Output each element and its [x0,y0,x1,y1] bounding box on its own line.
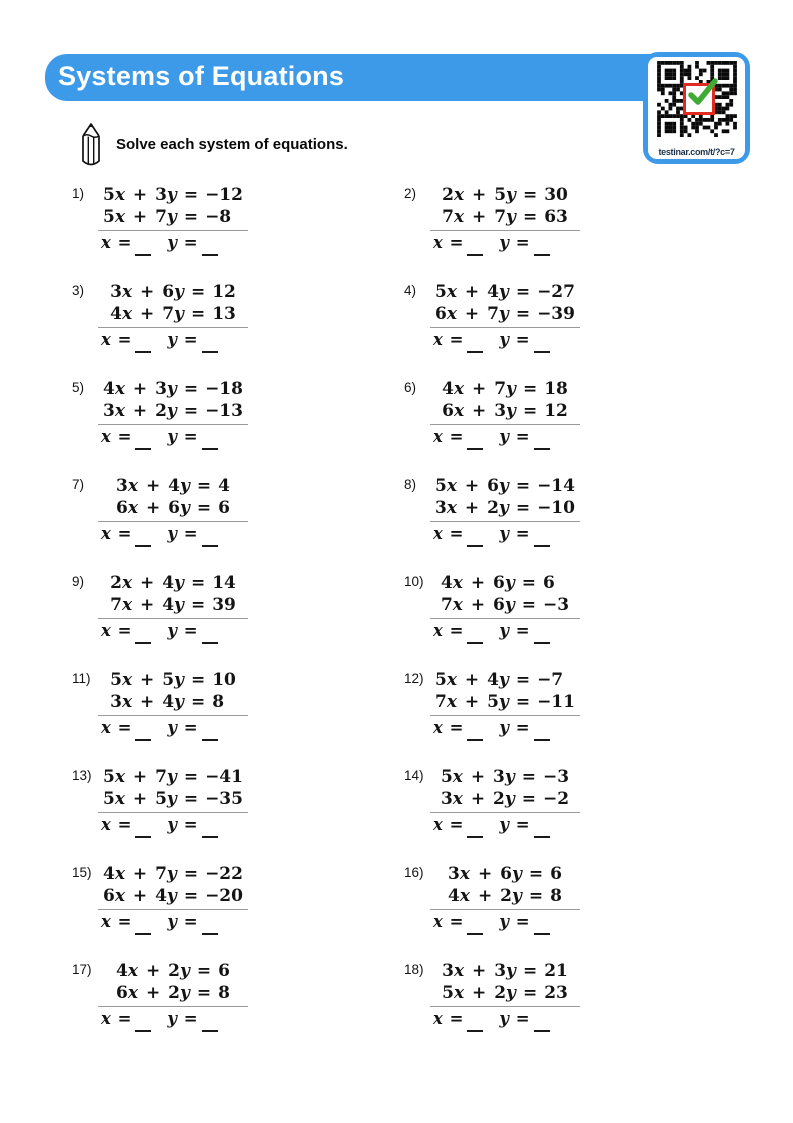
equation-block [98,766,248,838]
equation-rhs: 10 [212,670,236,690]
equation-lhs: 7x + 6y [440,595,515,615]
equation-block [430,281,580,353]
check-icon [683,83,715,115]
y-answer-blank [534,339,550,353]
answer-divider [98,812,248,813]
x-answer-blank [467,824,483,838]
equals-sign: = [521,573,536,593]
x-answer-blank [467,630,483,644]
equation-rhs: −12 [205,185,243,205]
equation-lhs: 5x + 5y [110,670,184,690]
header-bar [45,54,707,101]
qr-box [648,57,745,159]
y-answer-blank [534,242,550,256]
answer-row [430,524,580,547]
equals-sign: = [196,476,212,496]
x-answer-label: x = [101,524,132,543]
equation-lhs: 5x + 7y [103,767,177,787]
y-answer-blank [534,824,550,838]
y-answer-label: y = [499,1009,530,1028]
equals-sign: = [183,207,199,227]
problem [402,669,734,766]
x-answer-label: x = [433,1009,464,1028]
equals-sign: = [190,692,206,712]
x-answer-label: x = [101,1009,132,1028]
x-answer-label: x = [433,621,464,640]
equals-sign: = [528,864,544,884]
x-answer-label: x = [101,621,132,640]
y-answer-blank [534,533,550,547]
problem-number: 5) [72,380,85,395]
equation-lhs: 4x + 7y [442,379,516,399]
y-answer-label: y = [167,427,198,446]
equation-lhs: 3x + 4y [110,692,184,712]
equation-lhs: 5x + 4y [435,670,509,690]
instructions-text: Solve each system of equations. [116,136,348,153]
x-answer-blank [135,630,151,644]
equals-sign: = [522,207,538,227]
equation-lhs: 6x + 7y [435,304,509,324]
equals-sign: = [522,961,538,981]
equation-lhs: 4x + 3y [103,379,177,399]
equation-rhs: −3 [542,767,570,787]
equation-lhs: 5x + 3y [103,185,177,205]
equation-block [430,184,580,256]
problem-number: 12) [404,671,424,686]
x-answer-blank [467,921,483,935]
y-answer-label: y = [167,524,198,543]
equation-lhs: 3x + 6y [448,864,522,884]
y-answer-blank [202,727,218,741]
y-answer-label: y = [167,815,198,834]
equation-rhs: 6 [550,864,562,884]
problem-number: 8) [404,477,417,492]
equation-rhs: −11 [537,692,575,712]
equation-lhs: 6x + 3y [442,401,516,421]
answer-row [98,1009,248,1032]
equation-rhs: 39 [212,595,236,615]
equals-sign: = [522,379,538,399]
equation-rhs: 6 [218,498,230,518]
problem-number: 14) [404,768,424,783]
equation-lhs: 6x + 6y [116,498,190,518]
answer-divider [430,909,580,910]
problem-number: 3) [72,283,85,298]
answer-row [430,815,580,838]
problem [70,378,402,475]
x-answer-label: x = [433,524,464,543]
x-answer-label: x = [433,427,464,446]
equals-sign: = [521,767,536,787]
equation-lhs: 3x + 2y [440,789,515,809]
equation-lhs: 5x + 6y [435,476,509,496]
y-answer-blank [202,630,218,644]
problem [70,766,402,863]
equation-block [430,475,580,547]
x-answer-label: x = [433,718,464,737]
equation-rhs: −10 [537,498,575,518]
answer-divider [98,327,248,328]
x-answer-label: x = [101,912,132,931]
equation-block [430,863,580,935]
x-answer-label: x = [101,815,132,834]
qr-url-label: testinar.com/t/?c=7 [658,147,735,157]
y-answer-label: y = [499,427,530,446]
x-answer-blank [135,242,151,256]
x-answer-blank [135,1018,151,1032]
problem-number: 16) [404,865,424,880]
problem [402,281,734,378]
equation-block [430,766,580,838]
answer-divider [430,715,580,716]
y-answer-blank [202,436,218,450]
problem [402,572,734,669]
equals-sign: = [183,864,199,884]
problem [70,475,402,572]
y-answer-label: y = [167,233,198,252]
x-answer-label: x = [433,815,464,834]
equals-sign: = [183,789,199,809]
problem [402,378,734,475]
equals-sign: = [522,185,538,205]
x-answer-label: x = [433,330,464,349]
equation-rhs: 12 [544,401,568,421]
answer-row [430,912,580,935]
x-answer-blank [135,533,151,547]
equation-rhs: 6 [218,961,230,981]
problem-number: 9) [72,574,85,589]
equation-lhs: 3x + 3y [442,961,516,981]
y-answer-label: y = [499,621,530,640]
problem [70,572,402,669]
equation-rhs: −35 [205,789,243,809]
problem [402,766,734,863]
equation-rhs: −18 [205,379,243,399]
x-answer-label: x = [433,912,464,931]
problem [70,281,402,378]
y-answer-label: y = [167,1009,198,1028]
equation-rhs: 13 [212,304,236,324]
y-answer-blank [202,1018,218,1032]
equals-sign: = [183,379,199,399]
y-answer-blank [534,630,550,644]
equation-lhs: 4x + 6y [440,573,515,593]
equation-rhs: −27 [537,282,575,302]
answer-divider [430,521,580,522]
equals-sign: = [183,767,199,787]
equals-sign: = [190,595,206,615]
x-answer-blank [467,1018,483,1032]
problem [402,960,734,1057]
x-answer-label: x = [101,427,132,446]
equals-sign: = [515,692,531,712]
equals-sign: = [196,498,212,518]
answer-divider [98,424,248,425]
answer-row [98,718,248,741]
answer-divider [98,715,248,716]
equation-lhs: 4x + 2y [116,961,190,981]
y-answer-blank [534,727,550,741]
answer-divider [430,424,580,425]
answer-divider [430,327,580,328]
equation-block [430,960,580,1032]
y-answer-label: y = [499,233,530,252]
y-answer-label: y = [167,912,198,931]
answer-row [98,912,248,935]
equation-lhs: 5x + 4y [435,282,509,302]
answer-divider [430,618,580,619]
problem-number: 13) [72,768,92,783]
equation-rhs: 21 [544,961,568,981]
equation-rhs: 63 [544,207,568,227]
y-answer-blank [534,921,550,935]
x-answer-blank [467,533,483,547]
equation-rhs: 8 [550,886,562,906]
page-title: Systems of Equations [58,61,345,91]
equation-lhs: 2x + 4y [110,573,184,593]
equation-block [98,863,248,935]
equation-rhs: 4 [218,476,230,496]
answer-divider [430,812,580,813]
y-answer-label: y = [499,815,530,834]
equation-rhs: −2 [542,789,570,809]
equation-rhs: 23 [544,983,568,1003]
equation-rhs: −7 [537,670,564,690]
equals-sign: = [183,401,199,421]
equation-block [430,669,580,741]
problem [402,184,734,281]
problem [70,863,402,960]
x-answer-label: x = [433,233,464,252]
equation-block [98,378,248,450]
equation-lhs: 3x + 2y [103,401,177,421]
equation-rhs: 8 [212,692,225,712]
equation-lhs: 7x + 4y [110,595,184,615]
y-answer-blank [534,436,550,450]
problem [70,184,402,281]
y-answer-label: y = [499,330,530,349]
problem [70,960,402,1057]
equation-block [98,475,248,547]
problem-number: 10) [404,574,424,589]
problem-number: 17) [72,962,92,977]
answer-divider [98,618,248,619]
x-answer-blank [135,824,151,838]
equation-lhs: 4x + 7y [110,304,184,324]
problem-number: 2) [404,186,417,201]
pencil-icon [78,122,104,168]
equation-rhs: 14 [212,573,236,593]
equation-block [98,669,248,741]
equation-lhs: 2x + 5y [442,185,516,205]
equation-rhs: 30 [544,185,568,205]
problems-grid [70,184,734,1057]
equation-block [430,572,580,644]
answer-row [98,233,248,256]
equals-sign: = [515,282,531,302]
y-answer-label: y = [167,718,198,737]
equation-block [98,184,248,256]
answer-row [98,427,248,450]
answer-row [98,330,248,353]
y-answer-blank [202,921,218,935]
equation-rhs: 8 [218,983,230,1003]
y-answer-label: y = [167,621,198,640]
y-answer-blank [202,533,218,547]
y-answer-blank [534,1018,550,1032]
equals-sign: = [183,185,199,205]
equation-block [98,281,248,353]
y-answer-label: y = [499,524,530,543]
equals-sign: = [183,886,199,906]
problem-number: 6) [404,380,417,395]
equation-lhs: 7x + 5y [435,692,509,712]
equation-block [98,572,248,644]
answer-row [430,330,580,353]
equation-rhs: 6 [542,573,555,593]
problem [70,669,402,766]
problem-number: 4) [404,283,417,298]
equation-rhs: −41 [205,767,243,787]
x-answer-blank [467,242,483,256]
x-answer-blank [135,727,151,741]
equation-lhs: 6x + 2y [116,983,190,1003]
equals-sign: = [196,961,212,981]
answer-row [430,1009,580,1032]
equation-lhs: 7x + 7y [442,207,516,227]
equals-sign: = [515,670,531,690]
equals-sign: = [190,573,206,593]
answer-row [98,621,248,644]
x-answer-label: x = [101,233,132,252]
equation-rhs: −20 [205,886,243,906]
answer-divider [98,230,248,231]
y-answer-blank [202,824,218,838]
y-answer-label: y = [167,330,198,349]
equation-lhs: 5x + 2y [442,983,516,1003]
equals-sign: = [190,282,206,302]
equals-sign: = [521,789,536,809]
problem-number: 1) [72,186,85,201]
x-answer-blank [135,436,151,450]
equation-rhs: −39 [537,304,575,324]
equation-rhs: −8 [205,207,232,227]
equation-lhs: 4x + 2y [448,886,522,906]
equals-sign: = [521,595,536,615]
answer-divider [430,1006,580,1007]
answer-row [98,524,248,547]
answer-divider [430,230,580,231]
x-answer-blank [467,339,483,353]
y-answer-label: y = [499,912,530,931]
equation-lhs: 3x + 4y [116,476,190,496]
equation-lhs: 3x + 6y [110,282,184,302]
equals-sign: = [190,670,206,690]
equation-lhs: 4x + 7y [103,864,177,884]
problem-number: 18) [404,962,424,977]
answer-row [430,233,580,256]
equation-rhs: −3 [542,595,570,615]
x-answer-blank [467,436,483,450]
problem [402,863,734,960]
answer-row [430,427,580,450]
x-answer-blank [467,727,483,741]
equals-sign: = [196,983,212,1003]
equation-block [98,960,248,1032]
equals-sign: = [190,304,206,324]
answer-divider [98,909,248,910]
equation-rhs: 12 [212,282,236,302]
equation-lhs: 5x + 5y [103,789,177,809]
x-answer-blank [135,921,151,935]
answer-row [430,621,580,644]
equation-lhs: 5x + 3y [440,767,515,787]
equation-lhs: 5x + 7y [103,207,177,227]
equals-sign: = [515,498,531,518]
equation-rhs: −22 [205,864,243,884]
problem-number: 11) [72,671,91,686]
equation-block [430,378,580,450]
equals-sign: = [515,304,531,324]
equation-rhs: −14 [537,476,575,496]
equation-rhs: −13 [205,401,243,421]
equals-sign: = [528,886,544,906]
equation-lhs: 6x + 4y [103,886,177,906]
qr-badge [643,52,750,164]
y-answer-blank [202,242,218,256]
equation-rhs: 18 [544,379,568,399]
equals-sign: = [515,476,531,496]
answer-row [430,718,580,741]
x-answer-label: x = [101,330,132,349]
equals-sign: = [522,983,538,1003]
y-answer-label: y = [499,718,530,737]
problem-number: 15) [72,865,92,880]
answer-row [98,815,248,838]
x-answer-blank [135,339,151,353]
answer-divider [98,521,248,522]
problem [402,475,734,572]
x-answer-label: x = [101,718,132,737]
problem-number: 7) [72,477,85,492]
y-answer-blank [202,339,218,353]
equation-lhs: 3x + 2y [435,498,509,518]
answer-divider [98,1006,248,1007]
equals-sign: = [522,401,538,421]
